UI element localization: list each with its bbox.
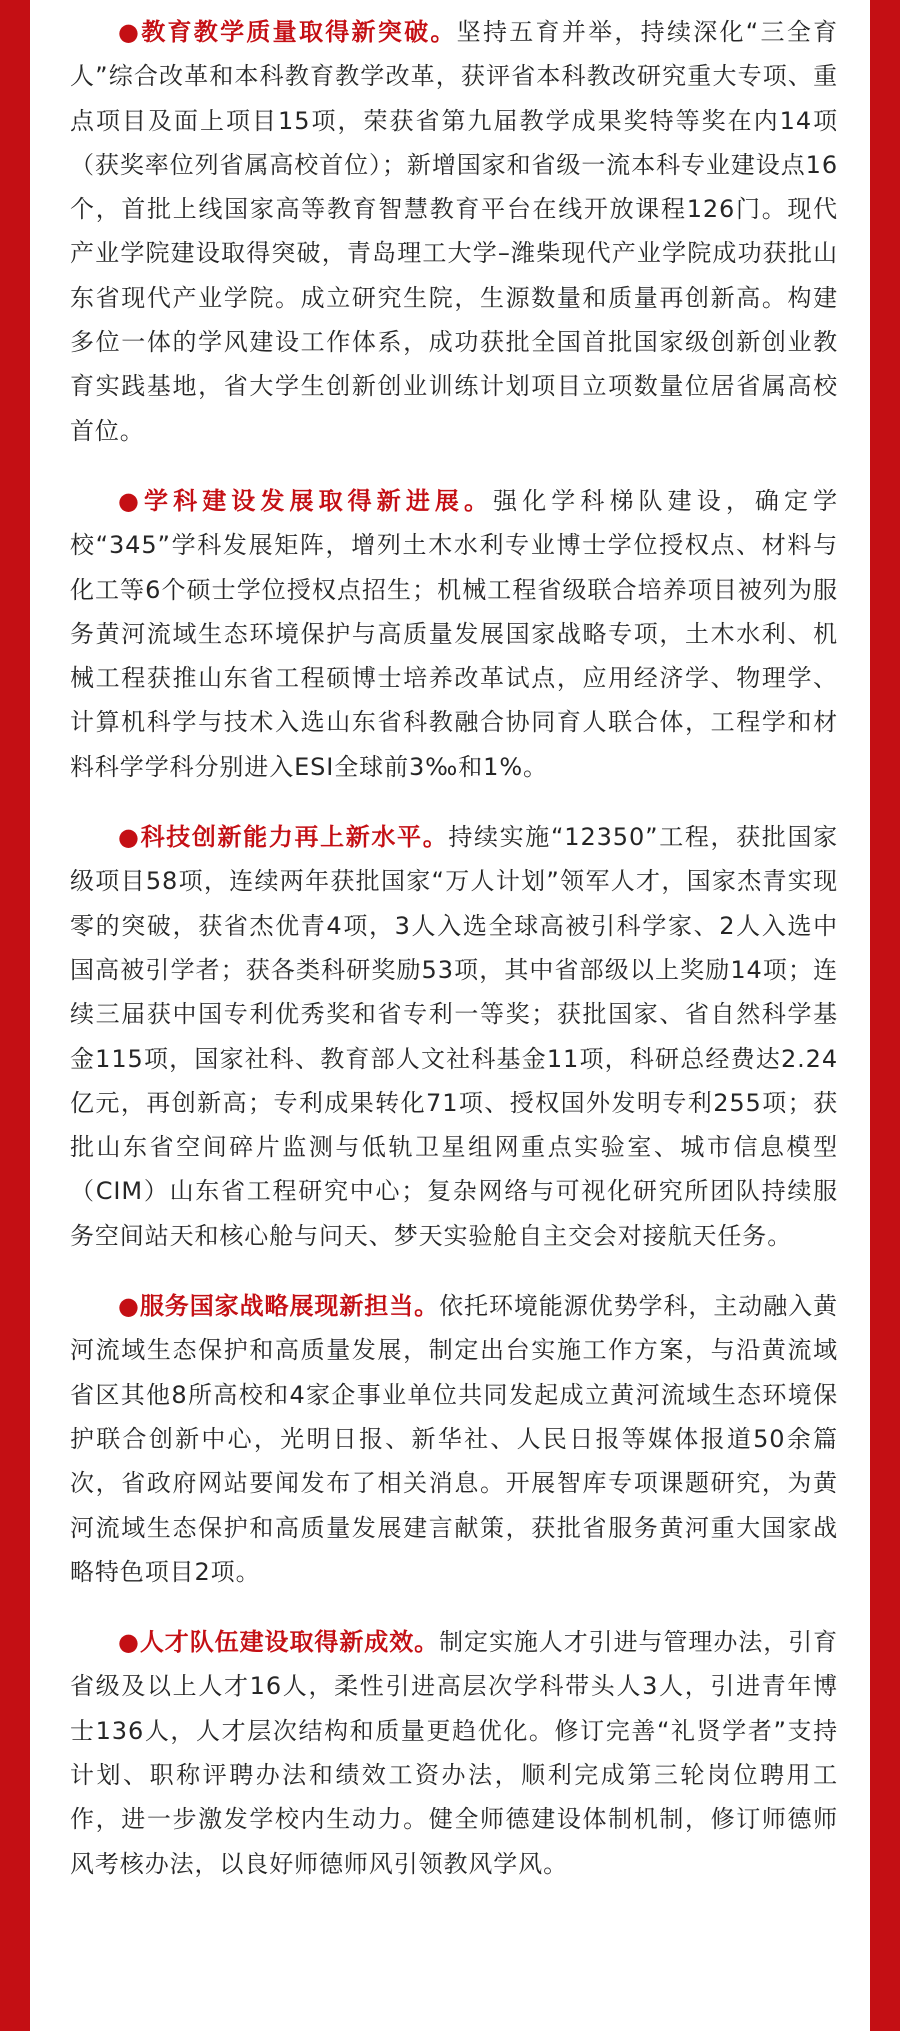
section-technology: [70, 815, 838, 1258]
section-body: 制定实施人才引进与管理办法，引育省级及以上人才16人，柔性引进高层次学科带头人3人，引进青年博士136人，人才层次结构和质量更趋优化。修订完善“礼贤学者”支持计划、职称评聘办法和绩效工资办法，顺利完成第三轮岗位聘用工作，进一步激发学校内生动力。健全师德建设体制机制，修订师德师风考核办法，以良好师德师风引领教风学风。: [70, 1628, 838, 1878]
section-body: 强化学科梯队建设，确定学校“345”学科发展矩阵，增列土木水利专业博士学位授权点、材料与化工等6个硕士学位授权点招生；机械工程省级联合培养项目被列为服务黄河流域生态环境保护与高质量发展国家战略专项，土木水利、机械工程获推山东省工程硕博士培养改革试点，应用经济学、物理学、计算机科学与技术入选山东省科教融合协同育人联合体，工程学和材料科学学科分别进入ESI全球前3‰和1%。: [70, 486, 838, 781]
section-heading: 教育教学质量取得新突破。: [141, 18, 457, 46]
section-talent: [70, 1620, 838, 1886]
section-heading: 人才队伍建设取得新成效。: [139, 1628, 440, 1657]
bullet-icon: ●: [118, 823, 141, 852]
section-education: [70, 10, 838, 453]
section-body: 依托环境能源优势学科，主动融入黄河流域生态保护和高质量发展，制定出台实施工作方案，与沿黄流域省区其他8所高校和4家企事业单位共同发起成立黄河流域生态环境保护联合创新中心，光明日报、新华社、人民日报等媒体报道50余篇次，省政府网站要闻发布了相关消息。开展智库专项课题研究，为黄河流域生态保护和高质量发展建言献策，获批省服务黄河重大国家战略特色项目2项。: [70, 1292, 838, 1586]
section-heading: 学科建设发展取得新进展。: [144, 486, 494, 515]
bullet-icon: ●: [118, 1628, 140, 1657]
section-body: 持续实施“12350”工程，获批国家级项目58项，连续两年获批国家“万人计划”领军人才，国家杰青实现零的突破，获省杰优青4项，3人入选全球高被引科学家、2人入选中国高被引学者；获各类科研奖励53项，其中省部级以上奖励14项；连续三届获中国专利优秀奖和省专利一等奖；获批国家、省自然科学基金115项，国家社科、教育部人文社科基金11项，科研总经费达2.24亿元，再创新高；专利成果转化71项、授权国外发明专利255项；获批山东省空间碎片监测与低轨卫星组网重点实验室、城市信息模型（CIM）山东省工程研究中心；复杂网络与可视化研究所团队持续服务空间站天和核心舱与问天、梦天实验舱自主交会对接航天任务。: [70, 823, 838, 1250]
section-heading: 服务国家战略展现新担当。: [139, 1292, 440, 1321]
section-national-strategy: [70, 1284, 838, 1594]
bullet-icon: ●: [118, 1292, 140, 1321]
article-content: [70, 10, 838, 1912]
bullet-icon: ●: [118, 18, 142, 46]
bullet-icon: ●: [118, 486, 145, 515]
section-discipline: [70, 479, 838, 789]
article-page: [30, 0, 870, 2031]
section-body: 坚持五育并举，持续深化“三全育人”综合改革和本科教育教学改革，获评省本科教改研究重大专项、重点项目及面上项目15项，荣获省第九届教学成果奖特等奖在内14项（获奖率位列省属高校首位）；新增国家和省级一流本科专业建设点16个，首批上线国家高等教育智慧教育平台在线开放课程126门。现代产业学院建设取得突破，青岛理工大学–潍柴现代产业学院成功获批山东省现代产业学院。成立研究生院，生源数量和质量再创新高。构建多位一体的学风建设工作体系，成功获批全国首批国家级创新创业教育实践基地，省大学生创新创业训练计划项目立项数量位居省属高校首位。: [70, 18, 839, 445]
section-heading: 科技创新能力再上新水平。: [140, 823, 449, 852]
